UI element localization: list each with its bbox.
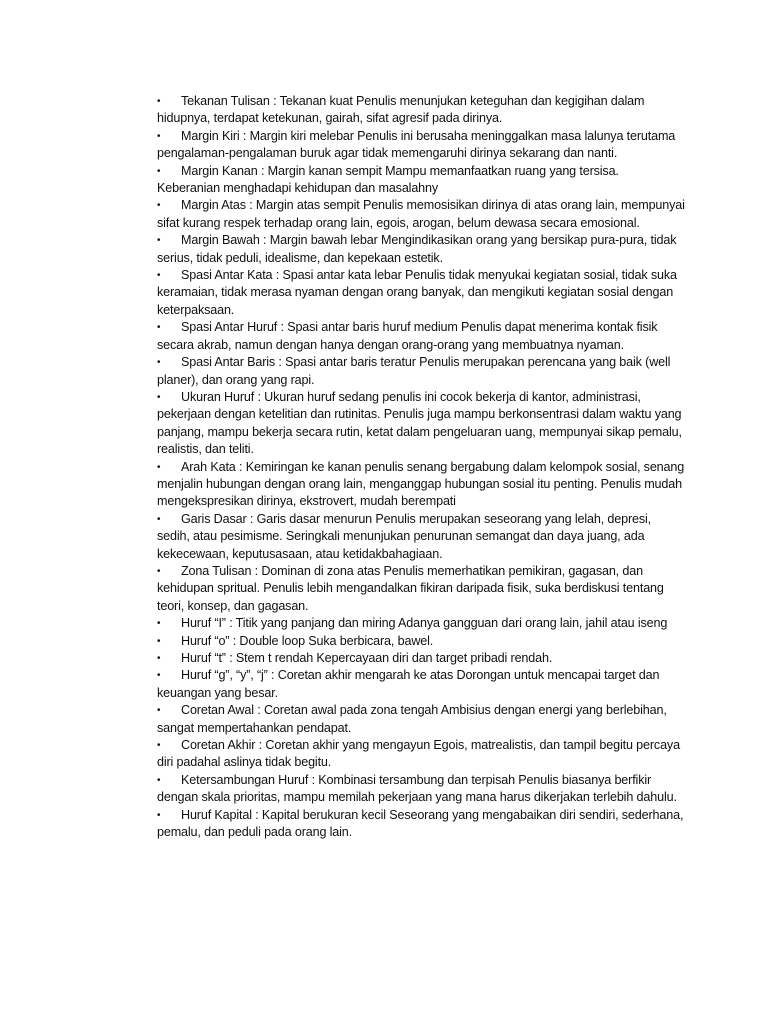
list-item bbox=[157, 354, 685, 389]
item-title: Coretan Awal bbox=[181, 703, 254, 718]
item-text: Tekanan kuat Penulis menunjukan keteguhan dan kegigihan dalam hidupnya, terdapat ketekunan, gairah, sifat agresif pada dirinya. bbox=[157, 94, 645, 126]
bullet-icon: • bbox=[157, 653, 161, 664]
item-separator: : bbox=[235, 459, 246, 474]
list-item bbox=[157, 93, 685, 128]
item-title: Huruf “t” bbox=[181, 651, 226, 665]
item-title: Margin Kiri bbox=[181, 128, 240, 143]
bullet-icon: • bbox=[157, 809, 161, 821]
item-title: Margin Bawah bbox=[181, 233, 260, 248]
item-separator: : bbox=[225, 651, 236, 665]
item-text: Kemiringan ke kanan penulis senang bergabung dalam kelompok sosial, senang menjalin hubungan dengan orang lain, menganggap hubungan sosial itu penting. Penulis mudah mengekspresikan dirinya, ekstrovert, mudah berempati bbox=[157, 459, 685, 509]
document-page bbox=[157, 93, 685, 841]
list-item bbox=[157, 232, 685, 267]
item-separator: : bbox=[253, 703, 264, 718]
item-separator: : bbox=[225, 616, 236, 631]
item-text: Coretan akhir mengarah ke atas Dorongan untuk mencapai target dan keuangan yang besar. bbox=[157, 668, 660, 700]
bullet-icon: • bbox=[157, 565, 161, 577]
list-item bbox=[157, 163, 685, 198]
item-text: Spasi antar kata lebar Penulis tidak menyukai kegiatan sosial, tidak suka keramaian, tidak merasa nyaman dengan orang banyak, dan mengikuti kegiatan sosial dengan keterpaksaan. bbox=[157, 268, 677, 317]
item-separator: : bbox=[257, 163, 268, 178]
item-text: Margin kiri melebar Penulis ini berusaha meninggalkan masa lalunya terutama pengalaman-pengalaman buruk agar tidak memengaruhi dirinya sekarang dan nanti. bbox=[157, 128, 676, 161]
list-item bbox=[157, 737, 685, 772]
item-title: Huruf Kapital bbox=[181, 807, 252, 822]
list-item bbox=[157, 389, 685, 459]
item-text: Ukuran huruf sedang penulis ini cocok bekerja di kantor, administrasi, pekerjaan dengan ketelitian dan rutinitas. Penulis juga mampu berkonsentrasi dalam waktu yang panjang, mampu bekerja secara rutin, ketat dalam pengeluaran uang, mempunyai sikap pemalu, realistis, dan teliti. bbox=[157, 389, 682, 457]
list-item bbox=[157, 197, 685, 232]
item-separator: : bbox=[251, 563, 262, 578]
item-text: Double loop Suka berbicara, bawel. bbox=[239, 633, 434, 648]
item-separator: : bbox=[308, 772, 319, 787]
list-item bbox=[157, 563, 685, 615]
item-title: Zona Tulisan bbox=[181, 563, 252, 578]
item-title: Garis Dasar bbox=[181, 511, 247, 526]
item-separator: : bbox=[254, 389, 265, 404]
bullet-icon: • bbox=[157, 96, 161, 107]
bullet-icon: • bbox=[157, 130, 161, 142]
bullet-icon: • bbox=[157, 200, 161, 212]
item-text: Coretan awal pada zona tengah Ambisius dengan energi yang berlebihan, sangat mempertahankan pendapat. bbox=[157, 703, 667, 735]
item-text: Coretan akhir yang mengayun Egois, matrealistis, dan tampil begitu percaya diri padahal aslinya tidak begitu. bbox=[157, 738, 680, 770]
bullet-icon: • bbox=[157, 235, 161, 247]
list-item bbox=[157, 650, 685, 667]
bullet-icon: • bbox=[157, 391, 161, 403]
item-title: Coretan Akhir bbox=[181, 738, 256, 753]
item-text: Kapital berukuran kecil Seseorang yang mengabaikan diri sendiri, sederhana, pemalu, dan peduli pada orang lain. bbox=[157, 807, 684, 840]
item-separator: : bbox=[277, 320, 288, 335]
bullet-icon: • bbox=[157, 670, 161, 682]
list-item bbox=[157, 319, 685, 354]
list-item bbox=[157, 267, 685, 319]
item-title: Spasi Antar Baris bbox=[181, 355, 276, 370]
item-text: Garis dasar menurun Penulis merupakan seseorang yang lelah, depresi, sedih, atau pesimisme. Seringkali menunjukan penurunan semangat dan daya juang, ada kekecewaan, keputusasaan, atau ketidakbahagiaan. bbox=[157, 511, 652, 561]
item-title: Tekanan Tulisan bbox=[181, 94, 270, 108]
item-title: Ukuran Huruf bbox=[181, 389, 255, 404]
bullet-icon: • bbox=[157, 740, 161, 752]
item-separator: : bbox=[229, 633, 240, 648]
bullet-icon: • bbox=[157, 635, 161, 647]
item-separator: : bbox=[272, 268, 283, 283]
item-text: Spasi antar baris teratur Penulis merupakan perencana yang baik (well planer), dan orang yang rapi. bbox=[157, 355, 671, 387]
bullet-icon: • bbox=[157, 357, 161, 369]
item-title: Huruf “o” bbox=[181, 633, 230, 648]
item-separator: : bbox=[239, 128, 250, 143]
item-title: Arah Kata bbox=[181, 459, 236, 474]
item-text: Margin atas sempit Penulis memosisikan dirinya di atas orang lain, mempunyai sifat kurang respek terhadap orang lain, egois, arogan, belum dewasa secara emosional. bbox=[157, 198, 685, 230]
bullet-icon: • bbox=[157, 270, 161, 282]
list-item bbox=[157, 702, 685, 737]
item-text: Dominan di zona atas Penulis memerhatikan pemikiran, gagasan, dan kehidupan spritual. Penulis lebih mengandalkan fikiran daripada fisik, suka berdiskusi tentang teori, konsep, dan gagasan. bbox=[157, 563, 664, 613]
bullet-icon: • bbox=[157, 461, 161, 473]
item-title: Huruf “g”, “y”, “j” bbox=[181, 668, 268, 683]
item-separator: : bbox=[251, 807, 262, 822]
list-item bbox=[157, 615, 685, 632]
bullet-icon: • bbox=[157, 705, 161, 717]
item-text: Titik yang panjang dan miring Adanya gangguan dari orang lain, jahil atau iseng bbox=[235, 616, 668, 631]
item-separator: : bbox=[275, 355, 286, 370]
bullet-icon: • bbox=[157, 774, 161, 786]
item-separator: : bbox=[245, 198, 256, 213]
item-text: Kombinasi tersambung dan terpisah Penulis biasanya berfikir dengan skala prioritas, mampu memilah pekerjaan yang mana harus dikerjakan terlebih dahulu. bbox=[157, 772, 677, 805]
item-text: Margin kanan sempit Mampu memanfaatkan ruang yang tersisa. Keberanian menghadapi kehidupan dan masalahny bbox=[157, 163, 619, 196]
list-item bbox=[157, 667, 685, 702]
item-title: Huruf “I” bbox=[181, 616, 226, 631]
item-separator: : bbox=[246, 511, 257, 526]
item-title: Spasi Antar Kata bbox=[181, 268, 273, 283]
list-item bbox=[157, 633, 685, 650]
list-item bbox=[157, 511, 685, 563]
item-separator: : bbox=[267, 668, 278, 683]
bullet-icon: • bbox=[157, 322, 161, 334]
item-separator: : bbox=[269, 94, 280, 108]
bullet-icon: • bbox=[157, 513, 161, 525]
item-title: Margin Atas bbox=[181, 198, 246, 213]
item-separator: : bbox=[255, 738, 266, 753]
item-title: Spasi Antar Huruf bbox=[181, 320, 278, 335]
list-item bbox=[157, 772, 685, 807]
item-separator: : bbox=[259, 233, 270, 248]
item-text: Margin bawah lebar Mengindikasikan orang yang bersikap pura-pura, tidak serius, tidak peduli, idealisme, dan kepekaan estetik. bbox=[157, 233, 677, 265]
item-text: Stem t rendah Kepercayaan diri dan target pribadi rendah. bbox=[235, 651, 553, 665]
list-item bbox=[157, 807, 685, 842]
bullet-icon: • bbox=[157, 165, 161, 177]
item-title: Margin Kanan bbox=[181, 163, 258, 178]
item-text: Spasi antar baris huruf medium Penulis dapat menerima kontak fisik secara akrab, namun dengan hanya dengan orang-orang yang membuatnya nyaman. bbox=[157, 320, 658, 352]
list-item bbox=[157, 128, 685, 163]
item-title: Ketersambungan Huruf bbox=[181, 772, 309, 787]
list-item bbox=[157, 459, 685, 511]
bullet-icon: • bbox=[157, 618, 161, 630]
